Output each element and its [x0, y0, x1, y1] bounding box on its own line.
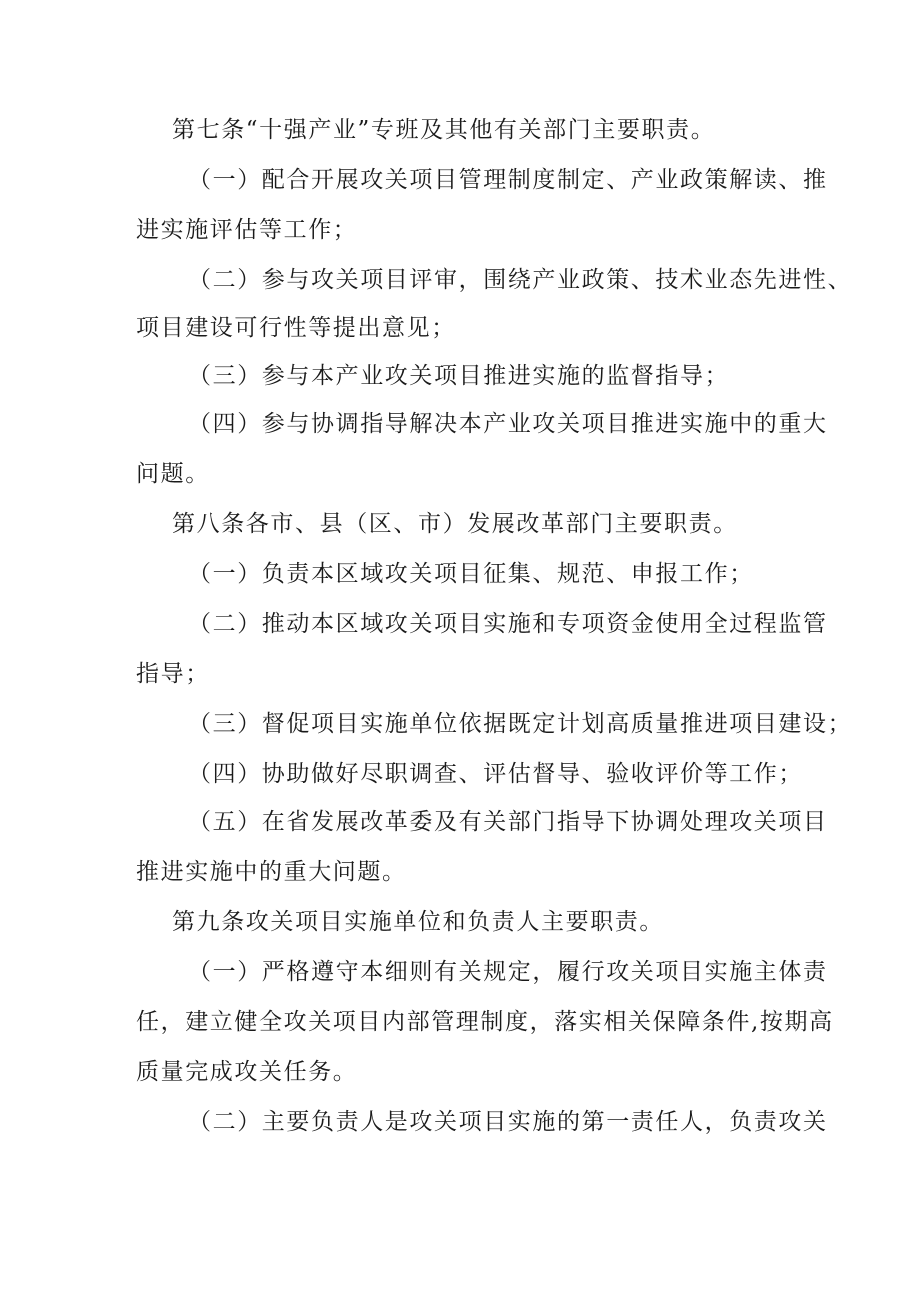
article-9-heading: 第九条攻关项目实施单位和负责人主要职责。	[172, 909, 664, 935]
article-7-item-3: （三）参与本产业攻关项目推进实施的监督指导；	[188, 363, 730, 389]
article-9-item-1-line-3: 质量完成攻关任务。	[136, 1059, 358, 1085]
article-9-item-1-line-1: （一）严格遵守本细则有关规定，履行攻关项目实施主体责	[188, 959, 828, 985]
article-7-item-4-line-2: 问题。	[136, 461, 210, 487]
article-8-item-5-line-2: 推进实施中的重大问题。	[136, 859, 407, 885]
article-7-heading: 第七条“十强产业”专班及其他有关部门主要职责。	[172, 117, 716, 143]
article-9-item-2-line-1: （二）主要负责人是攻关项目实施的第一责任人，负责攻关	[188, 1109, 828, 1135]
article-8-heading: 第八条各市、县（区、市）发展改革部门主要职责。	[172, 511, 738, 537]
article-8-item-1: （一）负责本区域攻关项目征集、规范、申报工作；	[188, 561, 754, 587]
article-8-item-5-line-1: （五）在省发展改革委及有关部门指导下协调处理攻关项目	[188, 809, 828, 835]
article-7-item-2-line-2: 项目建设可行性等提出意见；	[136, 315, 456, 341]
article-8-item-3: （三）督促项目实施单位依据既定计划高质量推进项目建设；	[188, 711, 853, 737]
article-8-item-2-line-1: （二）推动本区域攻关项目实施和专项资金使用全过程监管	[188, 611, 828, 637]
article-7-item-2-line-1: （二）参与攻关项目评审，围绕产业政策、技术业态先进性、	[188, 267, 853, 293]
article-7-item-4-line-1: （四）参与协调指导解决本产业攻关项目推进实施中的重大	[188, 411, 828, 437]
article-8-item-4: （四）协助做好尽职调查、评估督导、验收评价等工作；	[188, 761, 803, 787]
article-7-item-1-line-2: 进实施评估等工作；	[136, 217, 358, 243]
article-9-item-1-line-2: 任，建立健全攻关项目内部管理制度，落实相关保障条件,按期高	[136, 1009, 834, 1035]
article-8-item-2-line-2: 指导；	[136, 661, 210, 687]
article-7-item-1-line-1: （一）配合开展攻关项目管理制度制定、产业政策解读、推	[188, 167, 828, 193]
